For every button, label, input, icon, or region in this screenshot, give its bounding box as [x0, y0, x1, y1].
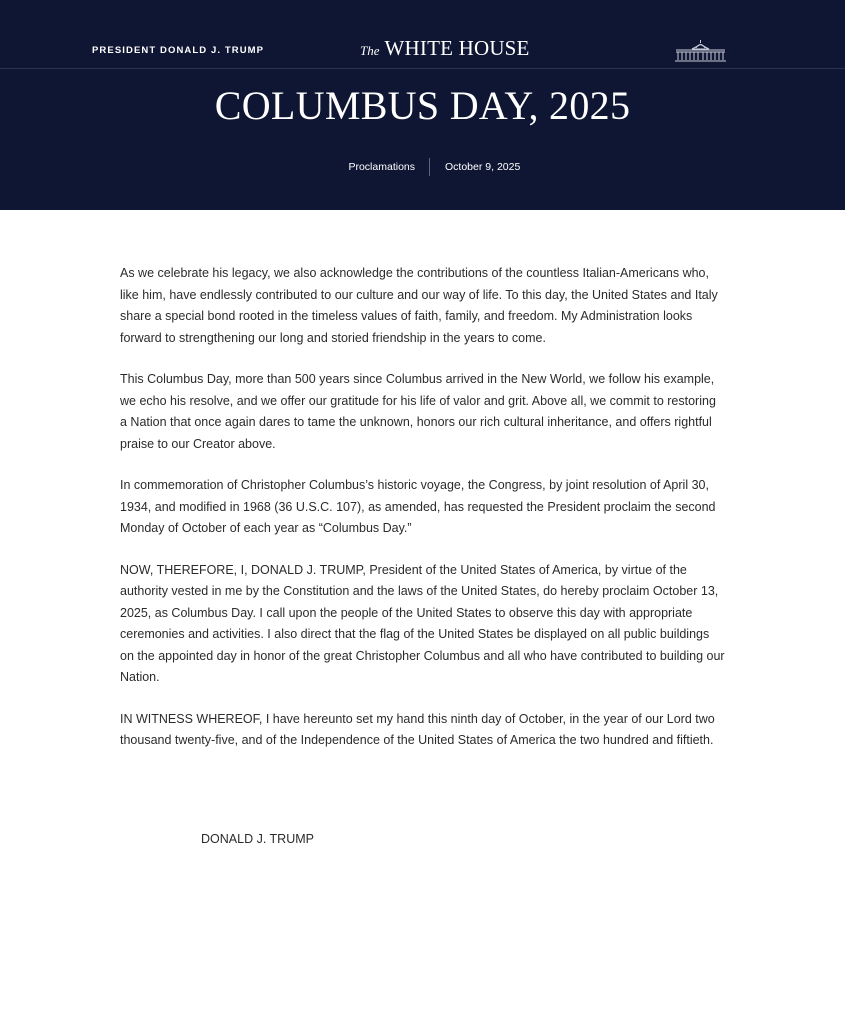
president-link[interactable]: PRESIDENT DONALD J. TRUMP: [92, 45, 265, 56]
meta-divider: [429, 158, 430, 176]
logo-name: WHITE HOUSE: [384, 36, 530, 60]
post-meta: [0, 158, 845, 178]
proclamation-body: [120, 263, 725, 772]
publish-date: October 9, 2025: [445, 161, 521, 173]
category-link[interactable]: Proclamations: [348, 161, 415, 173]
white-house-logo[interactable]: [360, 36, 530, 61]
body-paragraph: As we celebrate his legacy, we also acknowledge the contributions of the countless Italian-Americans who, like him, have endlessly contributed to our culture and our way of life. To this day, the United States and Italy share a special bond rooted in the timeless values of faith, family, and freedom. My Administration looks forward to strengthening our long and storied friendship in the years to come.: [120, 266, 718, 345]
white-house-building-icon[interactable]: [674, 39, 727, 63]
page-title: COLUMBUS DAY, 2025: [214, 83, 631, 128]
signature: DONALD J. TRUMP: [201, 832, 314, 846]
top-navigation-bar: [0, 0, 845, 68]
body-paragraph: IN WITNESS WHEREOF, I have hereunto set my hand this ninth day of October, in the year of our Lord two thousand twenty-five, and of the Independence of the United States of America the two hundred and fiftieth.: [120, 711, 715, 747]
body-paragraph: NOW, THEREFORE, I, DONALD J. TRUMP, President of the United States of America, by virtue of the authority vested in me by the Constitution and the laws of the United States, do hereby proclaim October 13, 2025, as Columbus Day. I call upon the people of the United States to observe this day with appropriate ceremonies and activities. I also direct that the flag of the United States be displayed on all public buildings on the appointed day in honor of the great Christopher Columbus and all who have contributed to building our Nation.: [120, 562, 725, 684]
body-paragraph: In commemoration of Christopher Columbus’s historic voyage, the Congress, by joint resolution of April 30, 1934, and modified in 1968 (36 U.S.C. 107), as amended, has requested the President proclaim the second Monday of October of each year as “Columbus Day.”: [120, 478, 716, 535]
header-divider: [0, 68, 845, 69]
page-header: [0, 0, 845, 210]
body-paragraph: This Columbus Day, more than 500 years since Columbus arrived in the New World, we follow his example, we echo his resolve, and we offer our gratitude for his life of valor and grit. Above all, we commit to restoring a Nation that once again dares to tame the unknown, honors our rich cultural inheritance, and offers rightful praise to our Creator above.: [120, 372, 716, 451]
logo-prefix: The: [360, 43, 380, 58]
